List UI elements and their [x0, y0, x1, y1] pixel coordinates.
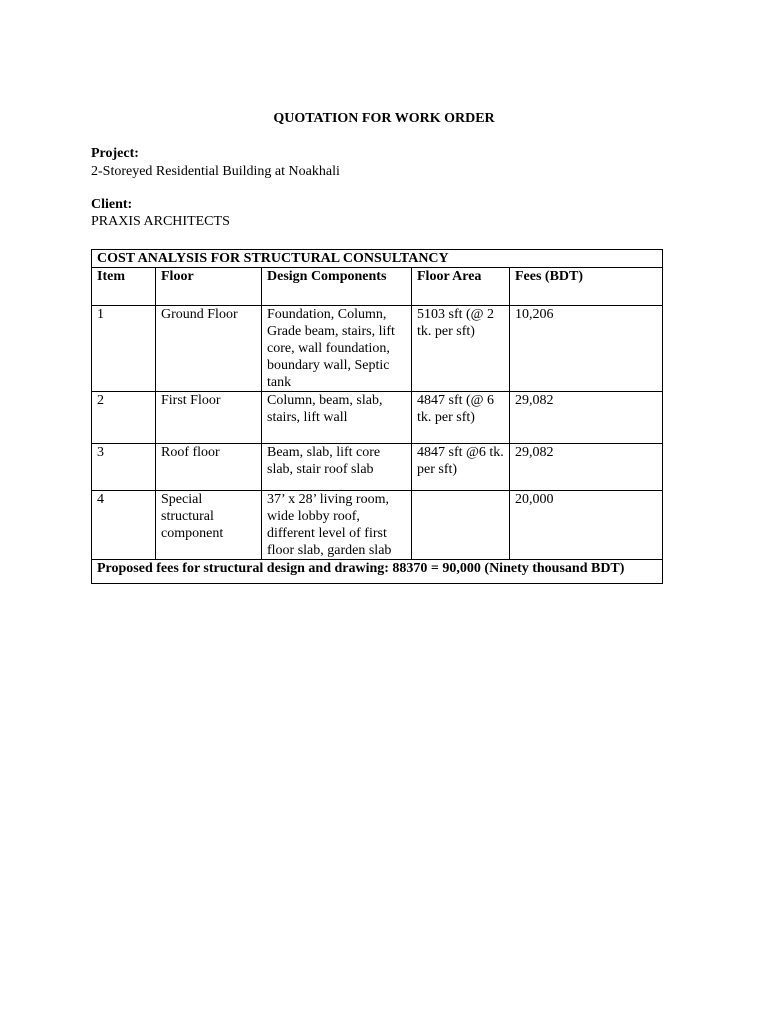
cell-item: 2 — [92, 392, 156, 444]
cell-fees: 29,082 — [510, 444, 663, 491]
cell-floor: Roof floor — [156, 444, 262, 491]
header-fees: Fees (BDT) — [510, 268, 663, 306]
cell-design: Column, beam, slab, stairs, lift wall — [262, 392, 412, 444]
cell-floor: First Floor — [156, 392, 262, 444]
cell-design: Foundation, Column, Grade beam, stairs, lift core, wall foundation, boundary wall, Septic tank — [262, 306, 412, 392]
proposed-fees-total: Proposed fees for structural design and drawing: 88370 = 90,000 (Ninety thousand BDT) — [92, 560, 663, 584]
cell-fees: 10,206 — [510, 306, 663, 392]
header-item: Item — [92, 268, 156, 306]
cell-floor: Special structural component — [156, 491, 262, 560]
table-row — [92, 491, 663, 560]
table-total-row — [92, 560, 663, 584]
cell-design: 37’ x 28’ living room, wide lobby roof, different level of first floor slab, garden slab — [262, 491, 412, 560]
table-row — [92, 444, 663, 491]
client-value: PRAXIS ARCHITECTS — [91, 214, 230, 229]
cost-analysis-table — [91, 249, 663, 584]
cell-area: 4847 sft @6 tk. per sft) — [412, 444, 510, 491]
header-floor: Floor — [156, 268, 262, 306]
client-label: Client: — [91, 197, 133, 212]
document-title: QUOTATION FOR WORK ORDER — [273, 111, 495, 126]
header-design-components: Design Components — [262, 268, 412, 306]
cell-design: Beam, slab, lift core slab, stair roof slab — [262, 444, 412, 491]
cell-item: 3 — [92, 444, 156, 491]
header-floor-area: Floor Area — [412, 268, 510, 306]
table-header-row — [92, 268, 663, 306]
cell-area: 4847 sft (@ 6 tk. per sft) — [412, 392, 510, 444]
project-label: Project: — [91, 146, 139, 161]
cell-item: 1 — [92, 306, 156, 392]
cell-fees: 29,082 — [510, 392, 663, 444]
cell-area: 5103 sft (@ 2 tk. per sft) — [412, 306, 510, 392]
table-row — [92, 306, 663, 392]
cell-area — [412, 491, 510, 560]
table-row — [92, 392, 663, 444]
cell-fees: 20,000 — [510, 491, 663, 560]
project-value: 2-Storeyed Residential Building at Noakhali — [91, 164, 340, 179]
table-caption-row — [92, 250, 663, 268]
cell-floor: Ground Floor — [156, 306, 262, 392]
cell-item: 4 — [92, 491, 156, 560]
table-caption: COST ANALYSIS FOR STRUCTURAL CONSULTANCY — [92, 250, 663, 268]
